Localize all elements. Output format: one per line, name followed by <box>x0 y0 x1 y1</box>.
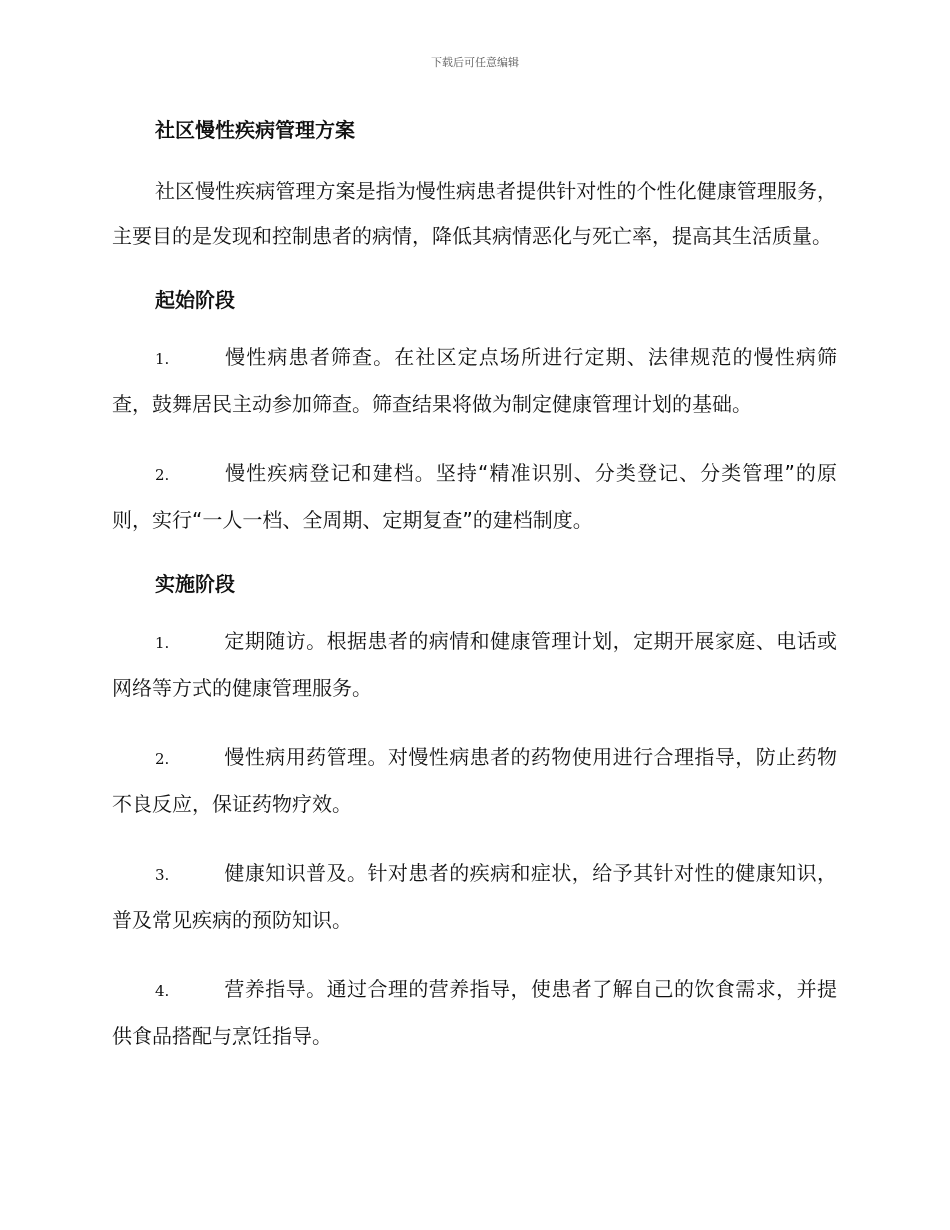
item-number: 1. <box>155 350 170 368</box>
section-heading-implementation: 实施阶段 <box>155 572 235 596</box>
item-number: 1. <box>155 634 170 652</box>
item-text: 慢性疾病登记和建档。坚持“精准识别、分类登记、分类管理”的原则，实行“一人一档、全周期、定期复查”的建档制度。 <box>112 461 837 532</box>
item-number: 2. <box>155 750 170 768</box>
header-note: 下载后可任意编辑 <box>431 56 519 69</box>
section-heading-start: 起始阶段 <box>155 288 235 312</box>
list-item <box>112 451 837 543</box>
list-item <box>112 619 837 711</box>
list-item <box>112 335 837 427</box>
item-text: 健康知识普及。针对患者的疾病和症状，给予其针对性的健康知识，普及常见疾病的预防知识。 <box>112 861 837 932</box>
document-body <box>112 113 837 1059</box>
list-item <box>112 967 837 1059</box>
item-text: 营养指导。通过合理的营养指导，使患者了解自己的饮食需求，并提供食品搭配与烹饪指导。 <box>112 977 837 1048</box>
item-number: 4. <box>155 982 170 1000</box>
item-text: 慢性病患者筛查。在社区定点场所进行定期、法律规范的慢性病筛查，鼓舞居民主动参加筛查。筛查结果将做为制定健康管理计划的基础。 <box>112 345 837 416</box>
item-text: 定期随访。根据患者的病情和健康管理计划，定期开展家庭、电话或网络等方式的健康管理服务。 <box>112 629 837 700</box>
item-text: 慢性病用药管理。对慢性病患者的药物使用进行合理指导，防止药物不良反应，保证药物疗效。 <box>112 745 837 816</box>
intro-paragraph: 社区慢性疾病管理方案是指为慢性病患者提供针对性的个性化健康管理服务，主要目的是发现和控制患者的病情，降低其病情恶化与死亡率，提高其生活质量。 <box>112 179 837 248</box>
item-number: 3. <box>155 866 170 884</box>
item-number: 2. <box>155 466 170 484</box>
list-item <box>112 851 837 943</box>
list-item <box>112 735 837 827</box>
document-title: 社区慢性疾病管理方案 <box>155 118 355 142</box>
